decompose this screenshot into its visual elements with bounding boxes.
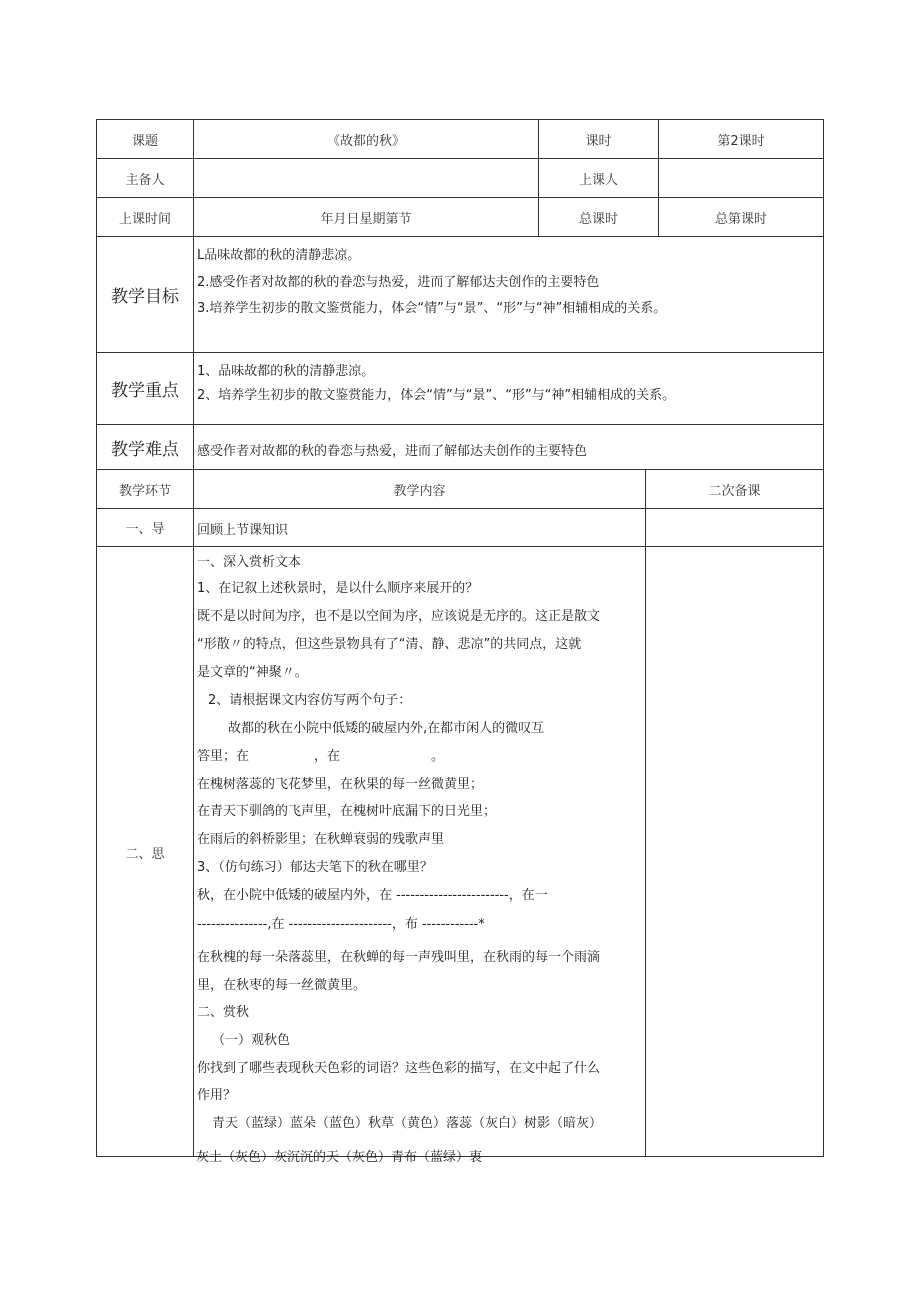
content-line: 在雨后的斜桥影里；在秋蝉衰弱的残歌声里 bbox=[197, 832, 445, 847]
stage1-label: 一、导 bbox=[125, 522, 165, 537]
content-line: 青天（蓝绿）蓝朵（蓝色）秋草（黄色）落蕊（灰白）树影（暗灰） bbox=[212, 1116, 603, 1131]
total-label: 总课时 bbox=[578, 211, 618, 227]
total-value: 总第课时 bbox=[714, 211, 767, 227]
objective-item: 3.培养学生初步的散文鉴赏能力，体会“情”与“景”、“形”与“神”相辅相成的关系。 bbox=[197, 301, 667, 316]
grid-line bbox=[96, 424, 824, 425]
content-line: 秋，在小院中低矮的破屋内外，在 ------------------------，在一 bbox=[197, 888, 548, 903]
content-line: 二、赏秋 bbox=[197, 1005, 250, 1020]
period-label: 课时 bbox=[585, 133, 612, 149]
key-point-item: 2、培养学生初步的散文鉴赏能力，体会“情”与“景”、“形”与“神”相辅相成的关系。 bbox=[197, 388, 676, 403]
content-line: 既不是以时间为序，也不是以空间为序，应该说是无序的。这正是散文 bbox=[197, 609, 601, 624]
col-stage: 教学环节 bbox=[118, 483, 171, 499]
content-line: ---------------,在 ----------------------，布 ------------* bbox=[197, 917, 485, 932]
period-value: 第2课时 bbox=[717, 133, 765, 149]
content-line: 一、深入赏析文本 bbox=[197, 555, 302, 570]
objective-item: L品味故都的秋的清静悲凉。 bbox=[197, 248, 361, 263]
content-line: 灰土（灰色）灰沉沉的天（灰色）青布（蓝绿）衷 bbox=[196, 1150, 483, 1165]
topic-label: 课题 bbox=[131, 133, 158, 149]
teacher-label: 上课人 bbox=[578, 172, 618, 188]
content-line: 3、（仿句练习）郁达夫笔下的秋在哪里？ bbox=[197, 860, 433, 875]
content-line: 作用？ bbox=[197, 1088, 237, 1103]
key-point-item: 1、品味故都的秋的清静悲凉。 bbox=[197, 364, 375, 379]
content-line: 在青天下驯鸽的飞声里，在槐树叶底漏下的日光里； bbox=[197, 804, 497, 819]
grid-line bbox=[96, 546, 824, 547]
objectives-label: 教学目标 bbox=[111, 287, 179, 307]
col-second: 二次备课 bbox=[708, 483, 761, 499]
grid-line bbox=[823, 119, 824, 1156]
content-line: 答里；在 ，在 。 bbox=[197, 749, 445, 764]
col-content: 教学内容 bbox=[393, 483, 446, 499]
content-line: “形散〃的特点，但这些景物具有了“清、静、悲凉”的共同点，这就 bbox=[197, 637, 582, 652]
content-line: 2、请根据课文内容仿写两个句子： bbox=[208, 693, 412, 708]
content-line: 1、在记叙上述秋景时，是以什么顺序来展开的？ bbox=[197, 581, 479, 596]
content-line-clipped bbox=[196, 1140, 644, 1165]
time-value: 年月日星期第节 bbox=[320, 211, 412, 227]
key-points-label: 教学重点 bbox=[111, 381, 179, 401]
time-label: 上课时间 bbox=[118, 211, 171, 227]
stage1-content: 回顾上节课知识 bbox=[197, 523, 289, 538]
grid-line bbox=[96, 508, 824, 509]
content-line: （一）观秋色 bbox=[212, 1033, 291, 1048]
content-line: 在槐树落蕊的飞花梦里，在秋果的每一丝微黄里； bbox=[197, 777, 484, 792]
stage2-label: 二、思 bbox=[125, 846, 165, 862]
preparer-value bbox=[194, 159, 538, 197]
grid-line bbox=[193, 119, 194, 1156]
objective-item: 2.感受作者对故都的秋的眷恋与热爱，进而了解郁达夫创作的主要特色 bbox=[197, 275, 600, 290]
grid-line bbox=[645, 469, 646, 1156]
content-line: 故都的秋在小院中低矮的破屋内外,在都市闲人的微叹互 bbox=[228, 721, 545, 736]
difficulty-label: 教学难点 bbox=[111, 439, 179, 460]
teacher-value bbox=[659, 159, 823, 197]
preparer-label: 主备人 bbox=[125, 172, 165, 188]
content-line: 在秋槐的每一朵落蕊里，在秋蝉的每一声残叫里，在秋雨的每一个雨滴 bbox=[197, 950, 601, 965]
grid-line bbox=[96, 352, 824, 353]
topic-value: 《故都的秋》 bbox=[326, 133, 405, 149]
content-line: 是文章的“神聚〃。 bbox=[197, 665, 308, 680]
content-line: 你找到了哪些表现秋天色彩的词语？这些色彩的描写，在文中起了什么 bbox=[197, 1061, 601, 1076]
content-line: 里，在秋枣的每一丝微黄里。 bbox=[197, 978, 367, 993]
difficulty-text: 感受作者对故都的秋的眷恋与热爱，进而了解郁达夫创作的主要特色 bbox=[197, 444, 588, 459]
grid-line bbox=[96, 236, 824, 237]
